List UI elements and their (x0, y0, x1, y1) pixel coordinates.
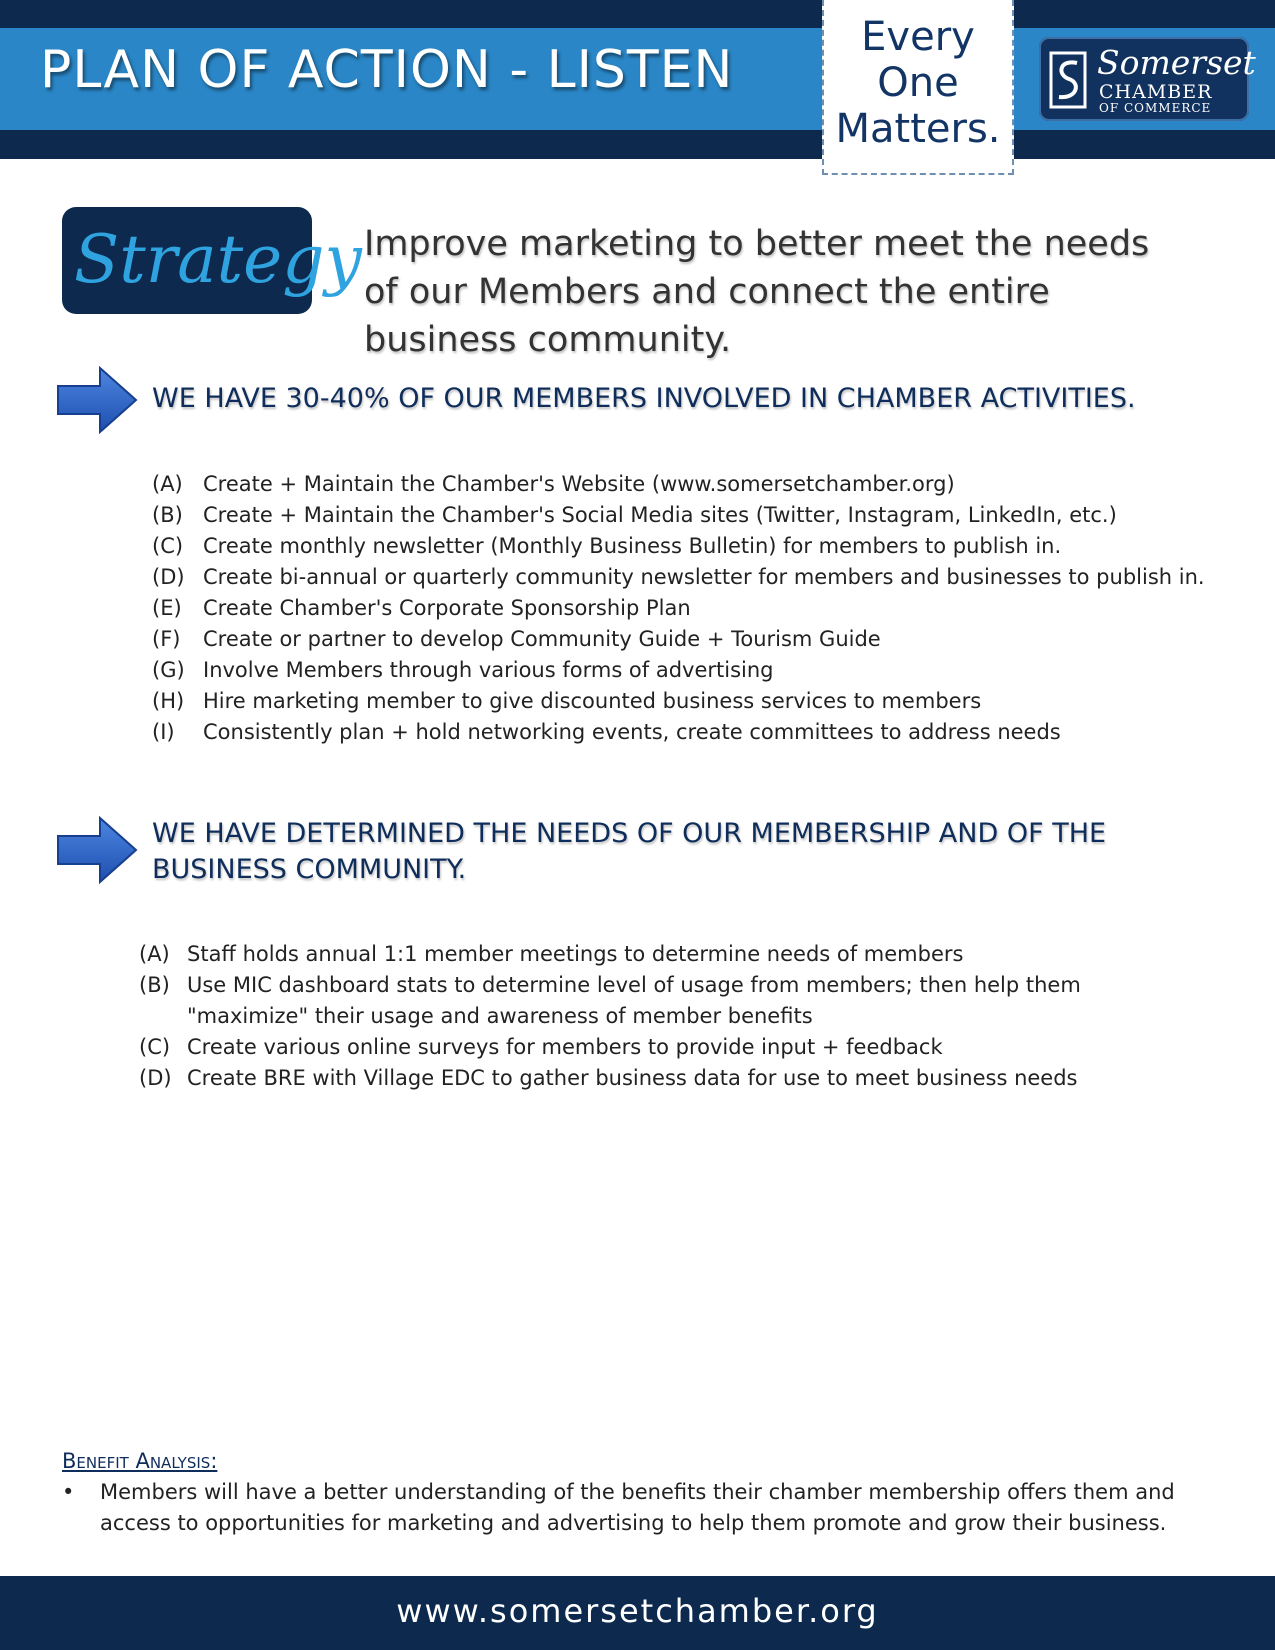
list-item-text: Use MIC dashboard stats to determine level of usage from members; then help them "maximize" their usage and awareness of member benefits (187, 973, 1081, 1028)
list-marker: (D) (139, 1066, 172, 1090)
list-item (152, 500, 1152, 531)
strategy-label: Strategy (74, 221, 362, 298)
tagline-box (822, 0, 1014, 175)
list-item (152, 624, 1152, 655)
list-item-text: Staff holds annual 1:1 member meetings to determine needs of members (187, 942, 964, 966)
list-item-text: Create Chamber's Corporate Sponsorship Plan (203, 596, 691, 620)
bullet-icon: • (62, 1480, 75, 1504)
list-item (152, 562, 1205, 593)
list-marker: (I) (152, 720, 175, 744)
list-item (139, 970, 1199, 1032)
list-marker: (B) (152, 503, 183, 527)
benefit-list (62, 1477, 1202, 1539)
list-item (139, 1063, 1199, 1094)
tagline-line: One (877, 60, 959, 106)
list-item (152, 655, 1152, 686)
list-item (62, 1477, 1202, 1539)
arrow-right-icon (56, 816, 138, 884)
section-title: WE HAVE DETERMINED THE NEEDS OF OUR MEMBERSHIP AND OF THE BUSINESS COMMUNITY. (152, 818, 1107, 885)
list-marker: (G) (152, 658, 185, 682)
strategy-badge (62, 207, 362, 314)
list-item (139, 939, 1199, 970)
arrow-right-icon (56, 366, 138, 434)
tagline-line: Matters. (835, 106, 1001, 152)
logo-chamber: CHAMBER (1099, 81, 1213, 103)
tagline-line: Every (861, 14, 975, 60)
list-item-text: Create various online surveys for members to provide input + feedback (187, 1035, 943, 1059)
list-item-text: Create monthly newsletter (Monthly Business Bulletin) for members to publish in. (203, 534, 1062, 558)
list-item-text: Create bi-annual or quarterly community newsletter for members and businesses to publish in. (203, 565, 1205, 589)
logo-commerce: OF COMMERCE (1099, 101, 1212, 115)
list-item-text: Create + Maintain the Chamber's Social Media sites (Twitter, Instagram, LinkedIn, etc.) (203, 503, 1117, 527)
header-band-top (0, 0, 1275, 28)
list-marker: (C) (152, 534, 184, 558)
list-item (152, 531, 1152, 562)
list-marker: (C) (139, 1035, 171, 1059)
list-item-text: Hire marketing member to give discounted business services to members (203, 689, 982, 713)
action-list (139, 939, 1199, 1094)
header-band-bottom (0, 130, 1275, 159)
section-title: WE HAVE 30-40% OF OUR MEMBERS INVOLVED IN CHAMBER ACTIVITIES. (152, 383, 1136, 414)
footer-url: www.somersetchamber.org (396, 1592, 879, 1630)
list-item-text: Create or partner to develop Community Guide + Tourism Guide (203, 627, 881, 651)
list-item-text: Consistently plan + hold networking events, create committees to address needs (203, 720, 1061, 744)
list-marker: (A) (139, 942, 170, 966)
page-title: PLAN OF ACTION - LISTEN (40, 40, 734, 100)
list-marker: (H) (152, 689, 185, 713)
action-list (152, 469, 1205, 748)
strategy-text: Improve marketing to better meet the needs of our Members and connect the entire business community. (364, 224, 1150, 360)
list-item-text: Create BRE with Village EDC to gather business data for use to meet business needs (187, 1066, 1078, 1090)
benefit-text: Members will have a better understanding of the benefits their chamber membership offers them and access to opportunities for marketing and advertising to help them promote and grow their business. (100, 1480, 1175, 1535)
list-item-text: Involve Members through various forms of advertising (203, 658, 774, 682)
list-marker: (B) (139, 973, 170, 997)
list-item (152, 593, 1152, 624)
list-item (139, 1032, 1199, 1063)
list-marker: (D) (152, 565, 185, 589)
chamber-logo (1039, 37, 1256, 121)
list-marker: (E) (152, 596, 182, 620)
list-item (152, 469, 1152, 500)
logo-name: Somerset (1097, 43, 1256, 82)
list-marker: (F) (152, 627, 181, 651)
list-item (152, 686, 1152, 717)
footer (0, 1576, 1275, 1650)
list-item (152, 717, 1152, 748)
list-item-text: Create + Maintain the Chamber's Website (www.somersetchamber.org) (203, 472, 955, 496)
logo-s-mark-icon (1049, 51, 1087, 109)
benefit-heading: Benefit Analysis: (62, 1449, 218, 1473)
list-marker: (A) (152, 472, 183, 496)
